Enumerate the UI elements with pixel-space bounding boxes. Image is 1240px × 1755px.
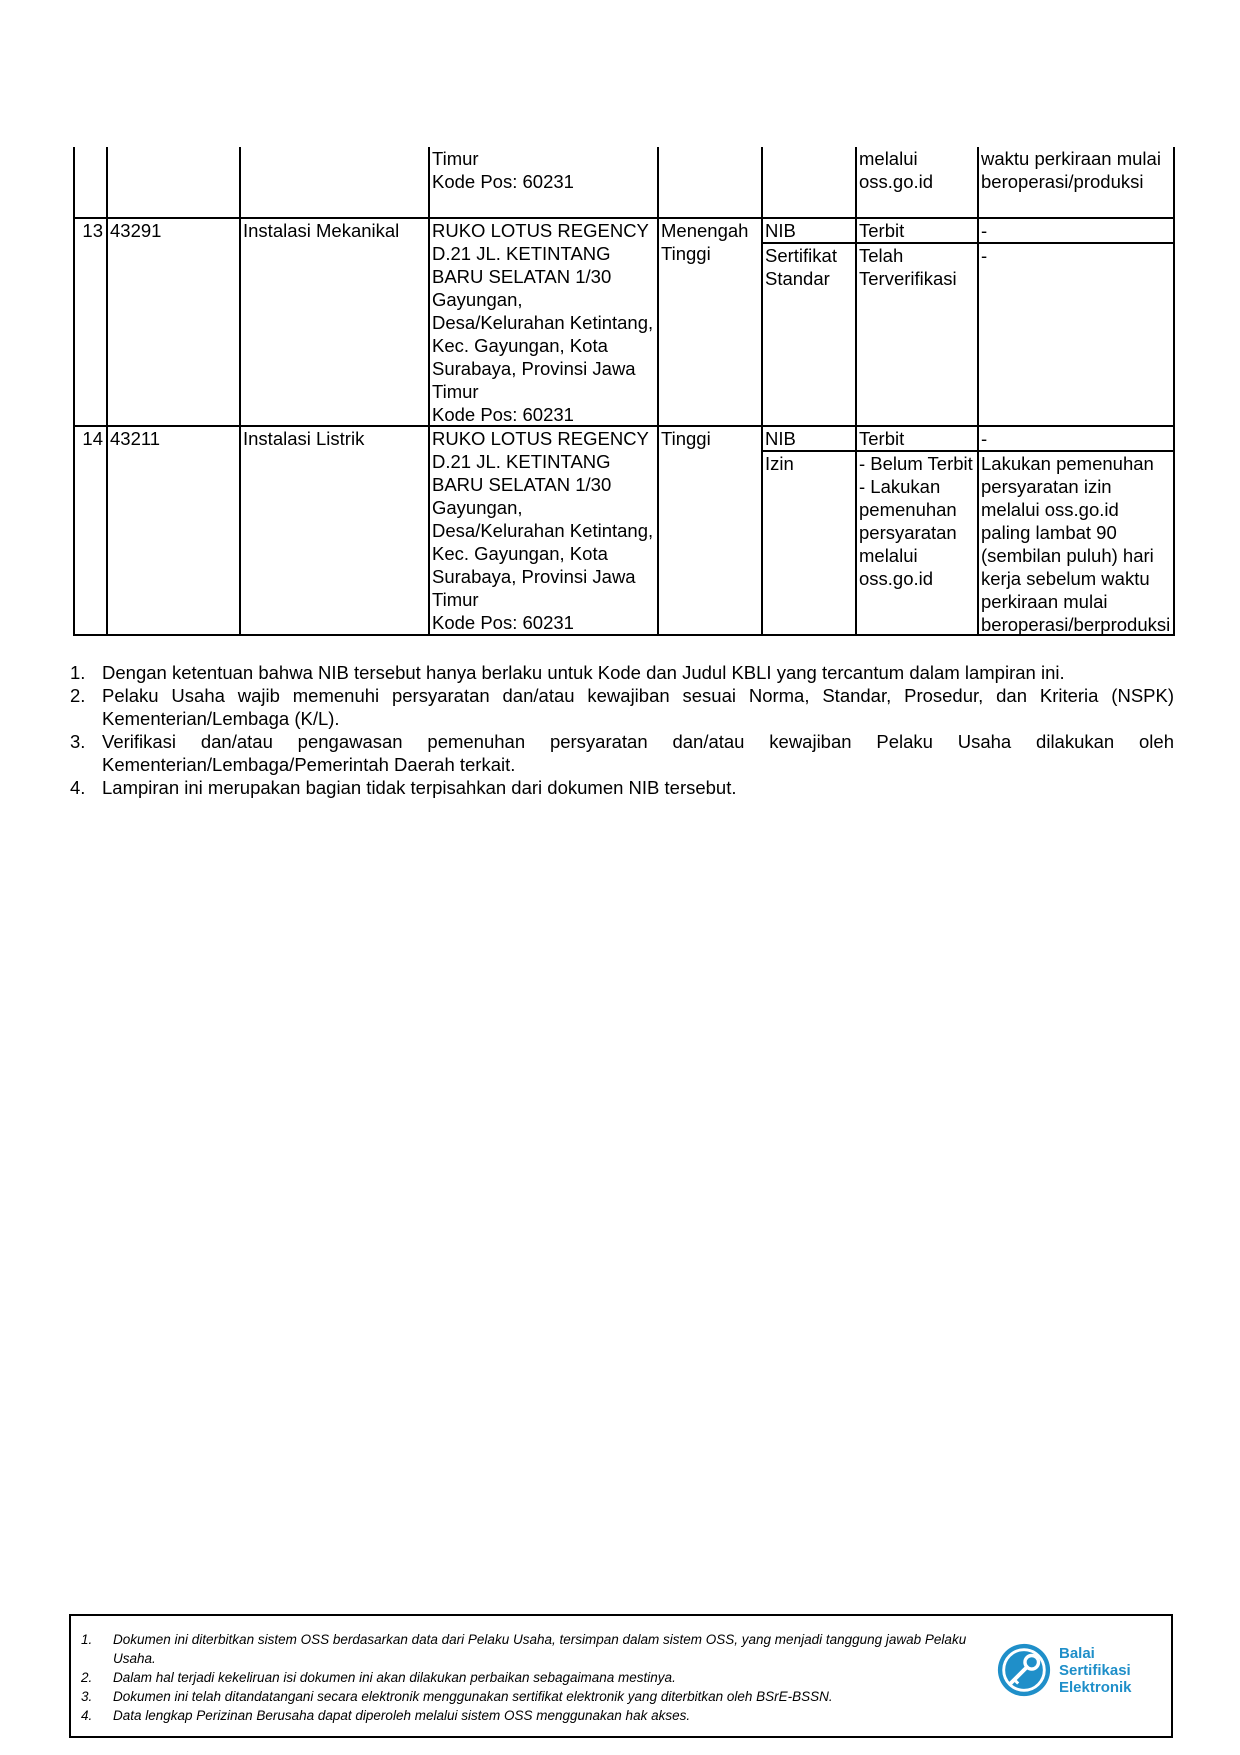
note-item bbox=[70, 684, 1174, 730]
table-row bbox=[73, 217, 1175, 425]
perizinan-group bbox=[761, 219, 1175, 425]
footer-note-number: 1. bbox=[81, 1632, 93, 1647]
cell-keterangan: waktu perkiraan mulai beroperasi/produksi bbox=[977, 147, 1175, 217]
cell-status: Terbit bbox=[855, 427, 977, 450]
cell-risiko: Menengah Tinggi bbox=[657, 219, 761, 425]
perizinan-item bbox=[761, 452, 1175, 636]
cell-status: Terbit bbox=[855, 219, 977, 242]
cell-status: Telah Terverifikasi bbox=[855, 244, 977, 425]
footer-note-text: Dokumen ini diterbitkan sistem OSS berdasarkan data dari Pelaku Usaha, tersimpan dalam sistem OSS, yang menjadi tanggung jawab Pelaku Usaha. bbox=[113, 1632, 967, 1666]
logo-line: Balai bbox=[1059, 1644, 1095, 1662]
cell-kbli: 43211 bbox=[106, 427, 239, 634]
bsre-logo-icon bbox=[995, 1641, 1053, 1699]
cell-jenis: Sertifikat Standar bbox=[761, 244, 855, 425]
footer-note-item bbox=[81, 1668, 981, 1687]
cell-keterangan: - bbox=[977, 219, 1175, 242]
note-text: Lampiran ini merupakan bagian tidak terpisahkan dari dokumen NIB tersebut. bbox=[102, 777, 737, 798]
cell-status: melalui oss.go.id bbox=[855, 147, 977, 217]
table-row-continuation bbox=[73, 147, 1175, 217]
footer-note-number: 4. bbox=[81, 1708, 93, 1723]
note-item bbox=[70, 776, 1174, 799]
perizinan-item bbox=[761, 219, 1175, 244]
perizinan-group bbox=[761, 427, 1175, 634]
logo-line: Sertifikasi bbox=[1059, 1661, 1131, 1679]
footer-note-number: 3. bbox=[81, 1689, 93, 1704]
note-number: 3. bbox=[70, 731, 86, 752]
cell-no: 13 bbox=[73, 219, 106, 425]
cell-jenis: NIB bbox=[761, 219, 855, 242]
footer-box bbox=[69, 1614, 1173, 1738]
note-number: 1. bbox=[70, 662, 86, 683]
footer-note-number: 2. bbox=[81, 1670, 93, 1685]
notes-list bbox=[70, 661, 1174, 799]
logo-line: Elektronik bbox=[1059, 1678, 1132, 1696]
cell-jenis: Izin bbox=[761, 452, 855, 636]
note-text: Verifikasi dan/atau pengawasan pemenuhan persyaratan dan/atau kewajiban Pelaku Usaha dilakukan oleh Kementerian/Lembaga/Pemerintah Daerah terkait. bbox=[102, 731, 1174, 775]
cell-risiko bbox=[657, 147, 761, 217]
cell-judul bbox=[239, 147, 428, 217]
cell-judul: Instalasi Listrik bbox=[239, 427, 428, 634]
bsre-logo bbox=[995, 1634, 1155, 1706]
perizinan-item bbox=[761, 427, 1175, 452]
footer-note-text: Dalam hal terjadi kekeliruan isi dokumen ini akan dilakukan perbaikan sebagaimana mestinya. bbox=[113, 1670, 676, 1685]
cell-keterangan: - bbox=[977, 244, 1175, 425]
footer-note-text: Dokumen ini telah ditandatangani secara elektronik menggunakan sertifikat elektronik yang diterbitkan oleh BSrE-BSSN. bbox=[113, 1689, 833, 1704]
cell-keterangan: Lakukan pemenuhan persyaratan izin melalui oss.go.id paling lambat 90 (sembilan puluh) hari kerja sebelum waktu perkiraan mulai beroperasi/berproduksi bbox=[977, 452, 1175, 636]
footer-note-item bbox=[81, 1630, 981, 1668]
note-text: Pelaku Usaha wajib memenuhi persyaratan dan/atau kewajiban sesuai Norma, Standar, Prosedur, dan Kriteria (NSPK) Kementerian/Lembaga (K/L). bbox=[102, 685, 1174, 729]
kbli-table bbox=[73, 147, 1175, 636]
table-row bbox=[73, 425, 1175, 636]
cell-jenis: NIB bbox=[761, 427, 855, 450]
footer-notes bbox=[81, 1630, 981, 1725]
footer-note-item bbox=[81, 1687, 981, 1706]
cell-status: - Belum Terbit - Lakukan pemenuhan persyaratan melalui oss.go.id bbox=[855, 452, 977, 636]
cell-judul: Instalasi Mekanikal bbox=[239, 219, 428, 425]
cell-kbli bbox=[106, 147, 239, 217]
cell-jenis bbox=[761, 147, 855, 217]
footer-note-text: Data lengkap Perizinan Berusaha dapat diperoleh melalui sistem OSS menggunakan hak akses. bbox=[113, 1708, 691, 1723]
footer-note-item bbox=[81, 1706, 981, 1725]
cell-keterangan: - bbox=[977, 427, 1175, 450]
cell-kbli: 43291 bbox=[106, 219, 239, 425]
note-text: Dengan ketentuan bahwa NIB tersebut hanya berlaku untuk Kode dan Judul KBLI yang tercantum dalam lampiran ini. bbox=[102, 662, 1065, 683]
note-item bbox=[70, 730, 1174, 776]
note-item bbox=[70, 661, 1174, 684]
cell-no: 14 bbox=[73, 427, 106, 634]
cell-alamat: RUKO LOTUS REGENCY D.21 JL. KETINTANG BARU SELATAN 1/30 Gayungan, Desa/Kelurahan Ketintang, Kec. Gayungan, Kota Surabaya, Provinsi Jawa Timur Kode Pos: 60231 bbox=[428, 219, 657, 425]
cell-alamat: RUKO LOTUS REGENCY D.21 JL. KETINTANG BARU SELATAN 1/30 Gayungan, Desa/Kelurahan Ketintang, Kec. Gayungan, Kota Surabaya, Provinsi Jawa Timur Kode Pos: 60231 bbox=[428, 427, 657, 634]
cell-risiko: Tinggi bbox=[657, 427, 761, 634]
cell-alamat: Timur Kode Pos: 60231 bbox=[428, 147, 657, 217]
perizinan-item bbox=[761, 244, 1175, 425]
note-number: 4. bbox=[70, 777, 86, 798]
cell-no bbox=[73, 147, 106, 217]
note-number: 2. bbox=[70, 685, 86, 706]
bsre-logo-text bbox=[1059, 1645, 1132, 1696]
